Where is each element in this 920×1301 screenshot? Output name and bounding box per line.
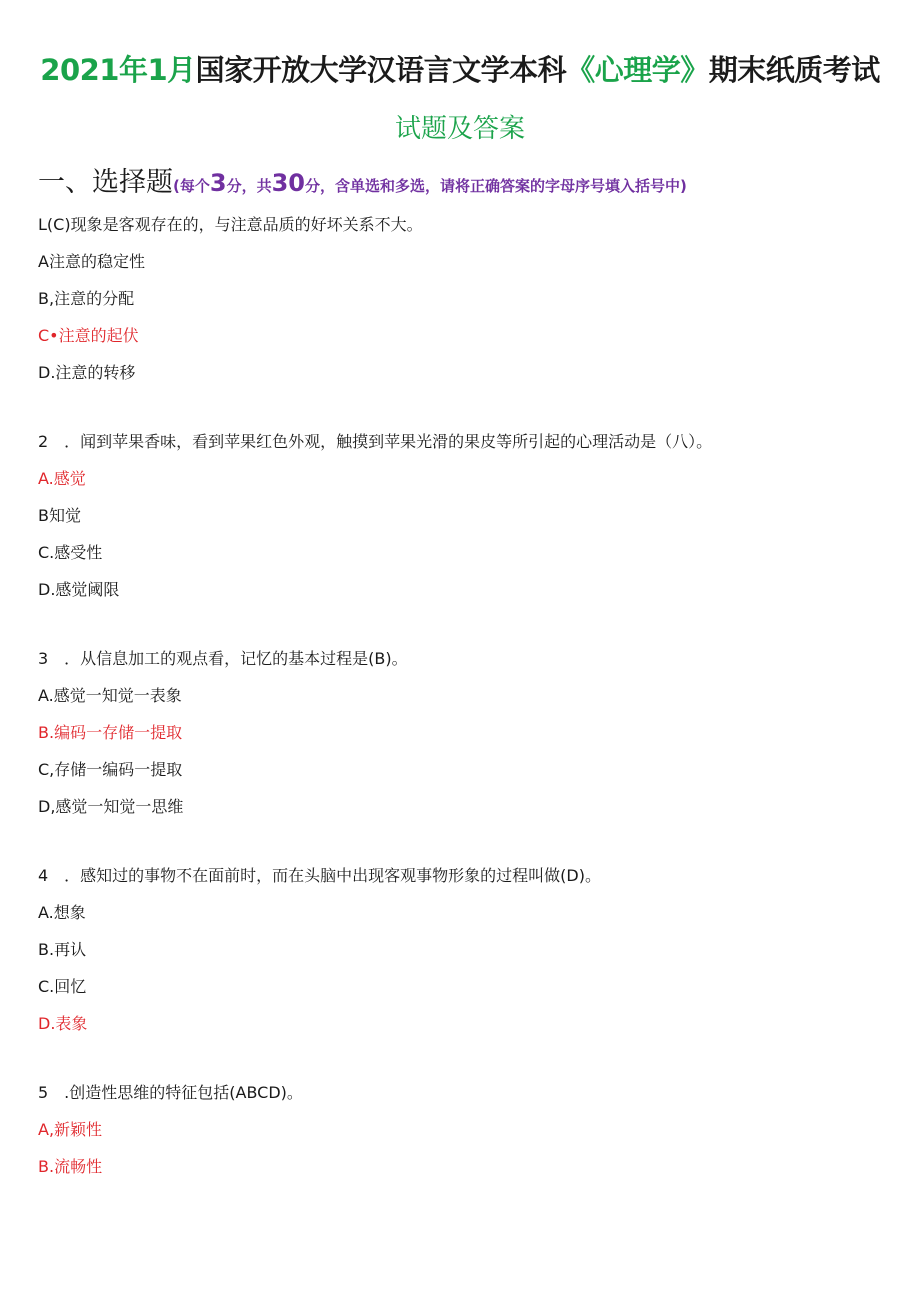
section-heading bbox=[38, 160, 687, 199]
question-1-option-d: D.注意的转移 bbox=[38, 363, 136, 382]
title-exam: 期末纸质考试 bbox=[708, 53, 880, 87]
question-4-option-b: B.再认 bbox=[38, 940, 87, 959]
question-1-option-b: B,注意的分配 bbox=[38, 289, 135, 308]
question-2-option-a-correct: A.感觉 bbox=[38, 469, 86, 488]
question-5-option-a-correct: A,新颖性 bbox=[38, 1120, 103, 1139]
question-1-option-c-correct: C•注意的起伏 bbox=[38, 326, 139, 345]
question-2-option-c: C.感受性 bbox=[38, 543, 103, 562]
question-3-option-b-correct: B.编码一存储一提取 bbox=[38, 723, 183, 742]
question-2-option-b: B知觉 bbox=[38, 506, 81, 525]
document-title bbox=[0, 48, 920, 89]
title-school: 国家开放大学汉语言文学本科 bbox=[195, 53, 567, 87]
question-4-option-d-correct: D.表象 bbox=[38, 1014, 88, 1033]
question-4-option-c: C.回忆 bbox=[38, 977, 87, 996]
question-3-option-d: D,感觉一知觉一思维 bbox=[38, 797, 184, 816]
title-date: 2021年1月 bbox=[40, 53, 196, 87]
question-5-option-b-correct: B.流畅性 bbox=[38, 1157, 103, 1176]
question-4-option-a: A.想象 bbox=[38, 903, 86, 922]
question-4-stem: 4 ．感知过的事物不在面前时，而在头脑中出现客观事物形象的过程叫做(D)。 bbox=[38, 866, 601, 885]
question-3-stem: 3 ．从信息加工的观点看，记忆的基本过程是(B)。 bbox=[38, 649, 408, 668]
section-note: (每个3分，共30分，含单选和多选，请将正确答案的字母序号填入括号中) bbox=[173, 169, 687, 197]
title-course: 《心理学》 bbox=[566, 53, 709, 87]
question-3-option-c: C,存储一编码一提取 bbox=[38, 760, 183, 779]
section-title: 一、选择题 bbox=[38, 167, 173, 198]
question-2-option-d: D.感觉阈限 bbox=[38, 580, 120, 599]
question-2-stem: 2 ．闻到苹果香味，看到苹果红色外观，触摸到苹果光滑的果皮等所引起的心理活动是（八）。 bbox=[38, 432, 713, 451]
question-3-option-a: A.感觉一知觉一表象 bbox=[38, 686, 182, 705]
document-subtitle: 试题及答案 bbox=[394, 114, 525, 144]
question-1-stem: L(C)现象是客观存在的，与注意品质的好坏关系不大。 bbox=[38, 215, 423, 234]
question-5-stem: 5 .创造性思维的特征包括(ABCD)。 bbox=[38, 1083, 303, 1102]
question-1-option-a: A注意的稳定性 bbox=[38, 252, 145, 271]
